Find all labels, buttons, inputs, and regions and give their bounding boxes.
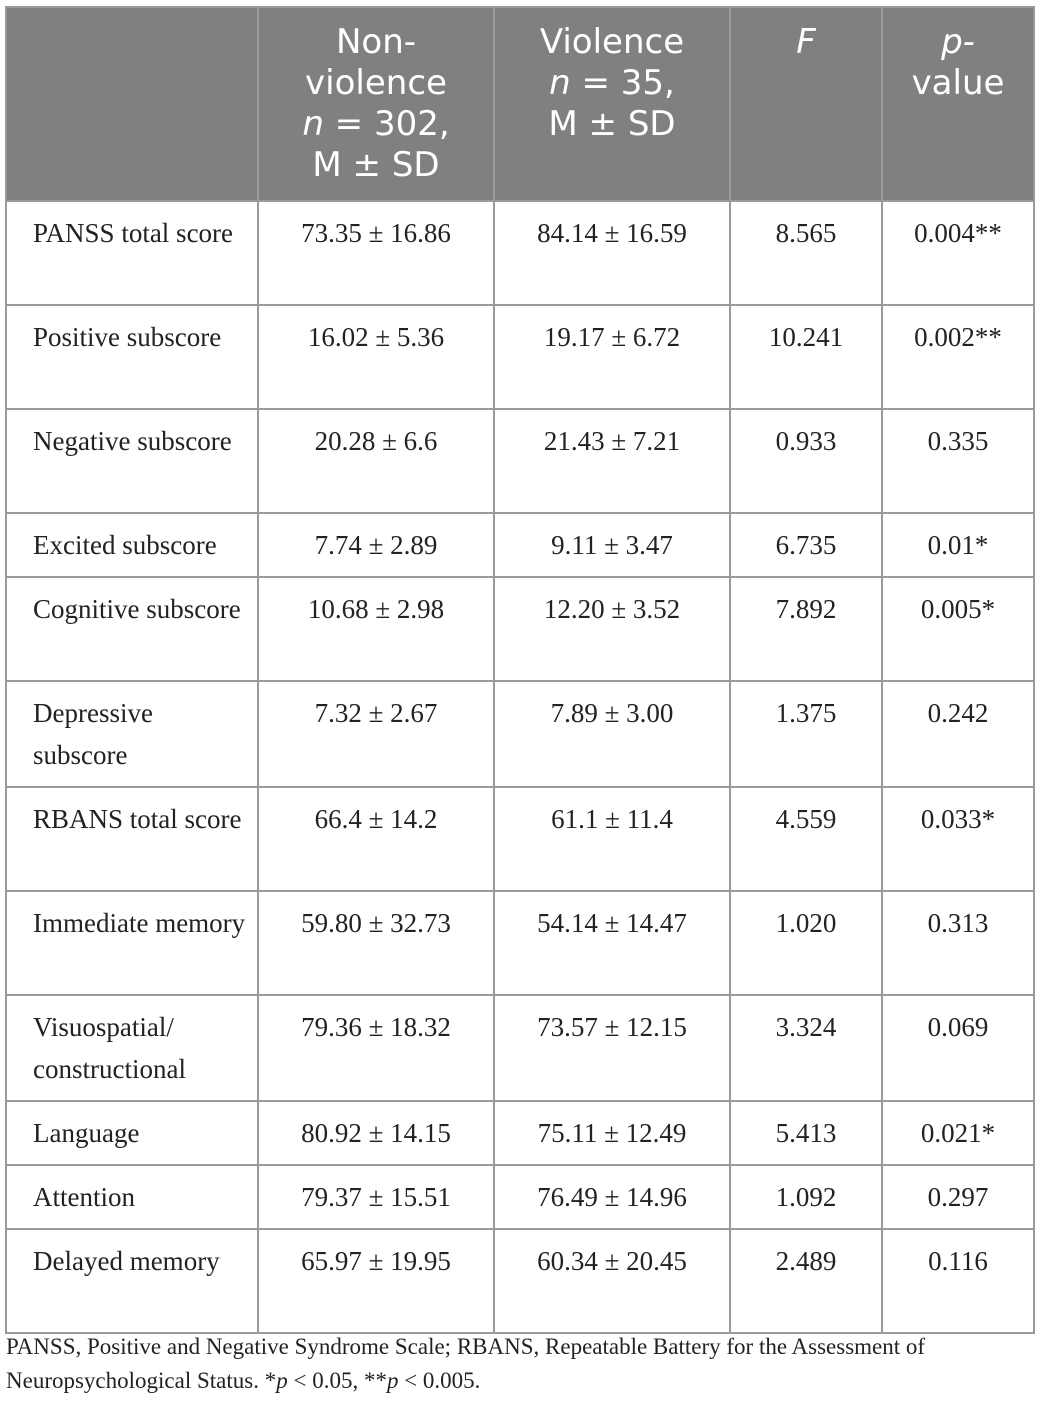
p-value: 0.01*: [882, 513, 1034, 577]
f-value: 6.735: [730, 513, 882, 577]
header-label-cell: [6, 7, 258, 201]
header-nonviolence-stat: M ± SD: [312, 145, 440, 185]
nonviolence-value: 79.37 ± 15.51: [258, 1165, 494, 1229]
table-row: [6, 305, 1034, 409]
p-value: 0.313: [882, 891, 1034, 995]
violence-value: 12.20 ± 3.52: [494, 577, 730, 681]
nonviolence-value: 7.32 ± 2.67: [258, 681, 494, 787]
table-row: [6, 577, 1034, 681]
f-value: 3.324: [730, 995, 882, 1101]
header-p-line1: p-: [941, 22, 975, 62]
table-row: [6, 1101, 1034, 1165]
table-row: [6, 1165, 1034, 1229]
header-f-label: F: [796, 22, 816, 62]
p-value: 0.116: [882, 1229, 1034, 1333]
nonviolence-value: 10.68 ± 2.98: [258, 577, 494, 681]
p-value: 0.033*: [882, 787, 1034, 891]
row-label: Language: [6, 1101, 258, 1165]
header-nonviolence-n: n: [302, 104, 324, 144]
violence-value: 84.14 ± 16.59: [494, 201, 730, 305]
table-footnote: [6, 1330, 1036, 1398]
row-label: Positive subscore: [6, 305, 258, 409]
f-value: 4.559: [730, 787, 882, 891]
p-value: 0.005*: [882, 577, 1034, 681]
violence-value: 7.89 ± 3.00: [494, 681, 730, 787]
nonviolence-value: 20.28 ± 6.6: [258, 409, 494, 513]
table-row: [6, 1229, 1034, 1333]
footnote-symbol-single: *: [264, 1368, 277, 1393]
f-value: 1.092: [730, 1165, 882, 1229]
footnote-symbol-double: **: [363, 1368, 387, 1393]
violence-value: 60.34 ± 20.45: [494, 1229, 730, 1333]
nonviolence-value: 65.97 ± 19.95: [258, 1229, 494, 1333]
violence-value: 61.1 ± 11.4: [494, 787, 730, 891]
header-violence-line1: Violence: [539, 22, 685, 62]
header-p-line2: value: [911, 63, 1005, 103]
row-label: RBANS total score: [6, 787, 258, 891]
footnote-abbreviations: PANSS, Positive and Negative Syndrome Scale; RBANS, Repeatable Battery for the Assessment of Neuropsychological Status.: [6, 1334, 926, 1393]
header-row: [6, 7, 1034, 201]
f-value: 1.375: [730, 681, 882, 787]
results-table: [5, 6, 1035, 1334]
table-row: [6, 201, 1034, 305]
table-body: [6, 201, 1034, 1333]
f-value: 1.020: [730, 891, 882, 995]
table-header: [6, 7, 1034, 201]
row-label: Cognitive subscore: [6, 577, 258, 681]
violence-value: 9.11 ± 3.47: [494, 513, 730, 577]
p-value: 0.004**: [882, 201, 1034, 305]
table-row: [6, 891, 1034, 995]
f-value: 8.565: [730, 201, 882, 305]
footnote-threshold-single: < 0.05,: [287, 1368, 364, 1393]
p-value: 0.335: [882, 409, 1034, 513]
p-value: 0.002**: [882, 305, 1034, 409]
nonviolence-value: 59.80 ± 32.73: [258, 891, 494, 995]
p-value: 0.297: [882, 1165, 1034, 1229]
footnote-threshold-double: < 0.005.: [398, 1368, 481, 1393]
row-label: Immediate memory: [6, 891, 258, 995]
footnote-p-single: p: [276, 1368, 288, 1393]
table-row: [6, 513, 1034, 577]
f-value: 2.489: [730, 1229, 882, 1333]
f-value: 10.241: [730, 305, 882, 409]
f-value: 5.413: [730, 1101, 882, 1165]
f-value: 7.892: [730, 577, 882, 681]
row-label: Depressive subscore: [6, 681, 258, 787]
header-nonviolence-line2: violence: [305, 63, 447, 103]
table-row: [6, 995, 1034, 1101]
header-nonviolence-n-value: = 302,: [323, 104, 450, 144]
p-value: 0.069: [882, 995, 1034, 1101]
row-label: Visuospatial/ constructional: [6, 995, 258, 1101]
nonviolence-value: 73.35 ± 16.86: [258, 201, 494, 305]
header-nonviolence: [258, 7, 494, 201]
header-f: [730, 7, 882, 201]
row-label: PANSS total score: [6, 201, 258, 305]
header-violence: [494, 7, 730, 201]
violence-value: 19.17 ± 6.72: [494, 305, 730, 409]
violence-value: 75.11 ± 12.49: [494, 1101, 730, 1165]
row-label: Negative subscore: [6, 409, 258, 513]
row-label: Excited subscore: [6, 513, 258, 577]
f-value: 0.933: [730, 409, 882, 513]
header-violence-n: n: [549, 63, 571, 103]
violence-value: 73.57 ± 12.15: [494, 995, 730, 1101]
header-p-value: [882, 7, 1034, 201]
p-value: 0.021*: [882, 1101, 1034, 1165]
header-violence-n-value: = 35,: [570, 63, 675, 103]
row-label: Delayed memory: [6, 1229, 258, 1333]
violence-value: 54.14 ± 14.47: [494, 891, 730, 995]
p-value: 0.242: [882, 681, 1034, 787]
table-row: [6, 681, 1034, 787]
nonviolence-value: 79.36 ± 18.32: [258, 995, 494, 1101]
nonviolence-value: 7.74 ± 2.89: [258, 513, 494, 577]
header-nonviolence-line1: Non-: [335, 22, 417, 62]
table-row: [6, 787, 1034, 891]
header-violence-stat: M ± SD: [548, 104, 676, 144]
nonviolence-value: 80.92 ± 14.15: [258, 1101, 494, 1165]
row-label: Attention: [6, 1165, 258, 1229]
nonviolence-value: 16.02 ± 5.36: [258, 305, 494, 409]
violence-value: 21.43 ± 7.21: [494, 409, 730, 513]
nonviolence-value: 66.4 ± 14.2: [258, 787, 494, 891]
footnote-p-double: p: [386, 1368, 399, 1393]
table-row: [6, 409, 1034, 513]
violence-value: 76.49 ± 14.96: [494, 1165, 730, 1229]
